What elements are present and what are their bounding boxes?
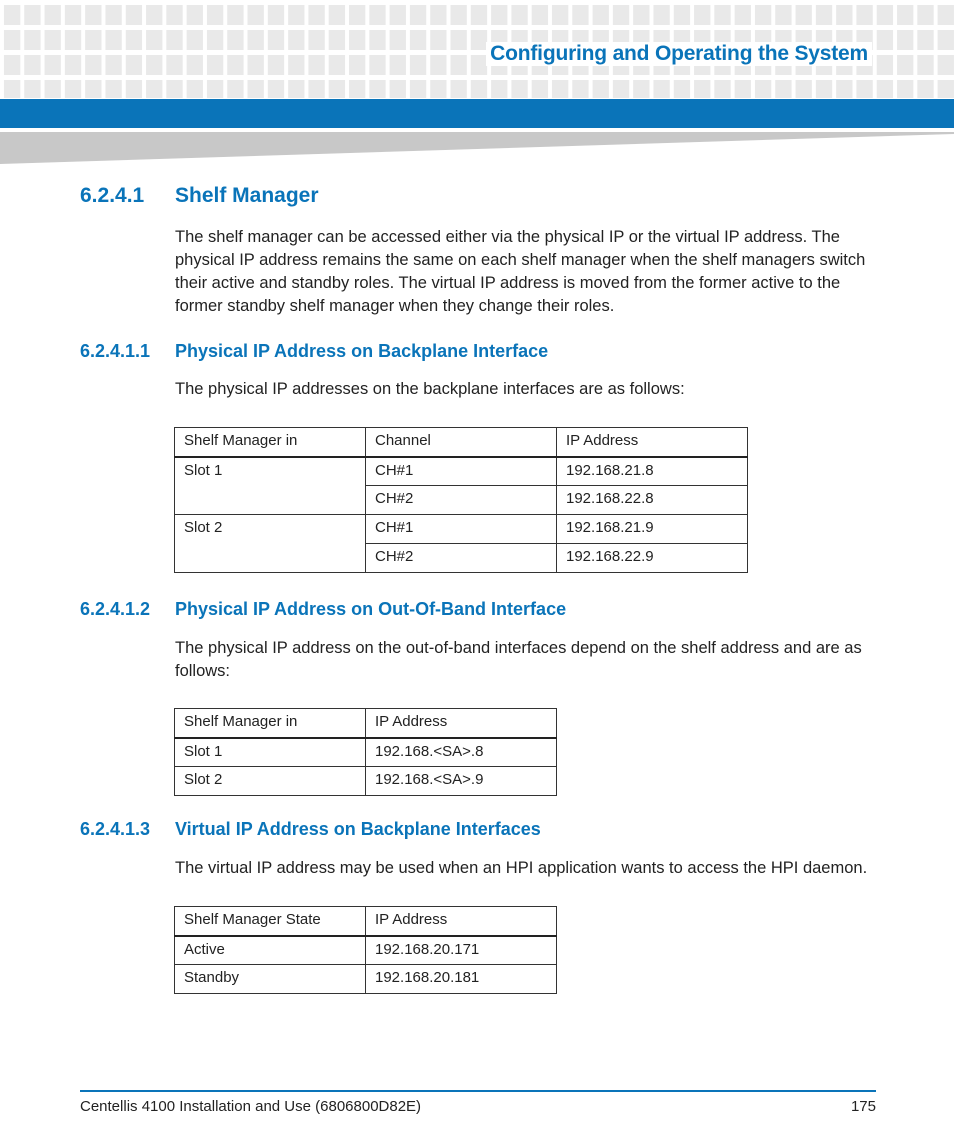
virtual-ip-table bbox=[174, 906, 557, 994]
column-header: Shelf Manager in bbox=[175, 709, 366, 738]
column-header: Shelf Manager State bbox=[175, 907, 366, 936]
table-cell: Slot 2 bbox=[175, 515, 366, 573]
section-body: The shelf manager can be accessed either via the physical IP or the virtual IP address. The physical IP address remains the same on each shelf manager when the shelf managers switch their active and standby roles. The virtual IP address is moved from the former active to the former standby shelf manager when they change their roles. bbox=[175, 228, 866, 315]
column-header: Channel bbox=[366, 428, 557, 457]
column-header: IP Address bbox=[366, 907, 557, 936]
table-cell: CH#1 bbox=[366, 457, 557, 486]
table-row bbox=[175, 738, 557, 767]
table-header-row bbox=[175, 709, 557, 738]
table-cell: CH#2 bbox=[366, 544, 557, 573]
column-header: IP Address bbox=[366, 709, 557, 738]
subsection-body-virtual: The virtual IP address may be used when an HPI application wants to access the HPI daemon. bbox=[175, 859, 868, 877]
table-row bbox=[175, 965, 557, 994]
subsection-title: Physical IP Address on Backplane Interface bbox=[175, 341, 549, 361]
footer-rule bbox=[80, 1090, 876, 1092]
section-title: Shelf Manager bbox=[175, 184, 319, 207]
table-cell: 192.168.<SA>.9 bbox=[366, 767, 557, 796]
backplane-ip-table bbox=[174, 427, 748, 573]
section-heading bbox=[80, 184, 319, 208]
subsection-body-backplane: The physical IP addresses on the backplane interfaces are as follows: bbox=[175, 380, 685, 398]
header-gray-wedge bbox=[0, 130, 954, 164]
subsection-title: Physical IP Address on Out-Of-Band Interface bbox=[175, 599, 567, 619]
table-cell: Standby bbox=[175, 965, 366, 994]
table-cell: CH#2 bbox=[366, 486, 557, 515]
table-cell: Active bbox=[175, 936, 366, 965]
oob-ip-table bbox=[174, 708, 557, 796]
table-cell: CH#1 bbox=[366, 515, 557, 544]
column-header: IP Address bbox=[557, 428, 748, 457]
header-blue-band bbox=[0, 99, 954, 128]
subsection-number: 6.2.4.1.2 bbox=[80, 599, 151, 619]
table-cell: 192.168.<SA>.8 bbox=[366, 738, 557, 767]
section-number: 6.2.4.1 bbox=[80, 184, 145, 207]
column-header: Shelf Manager in bbox=[175, 428, 366, 457]
table-row bbox=[175, 457, 748, 486]
table-header-row bbox=[175, 428, 748, 457]
subsection-number: 6.2.4.1.3 bbox=[80, 819, 151, 839]
subsection-heading-backplane bbox=[80, 341, 548, 362]
table-row bbox=[175, 767, 557, 796]
table-cell: 192.168.22.8 bbox=[557, 486, 748, 515]
subsection-heading-oob bbox=[80, 599, 566, 620]
table-row bbox=[175, 936, 557, 965]
subsection-number: 6.2.4.1.1 bbox=[80, 341, 151, 361]
subsection-title: Virtual IP Address on Backplane Interfaces bbox=[175, 819, 541, 839]
chapter-title: Configuring and Operating the System bbox=[486, 42, 872, 66]
table-row bbox=[175, 515, 748, 544]
page-number: 175 bbox=[850, 1098, 876, 1115]
subsection-heading-virtual bbox=[80, 819, 541, 840]
table-cell: Slot 1 bbox=[175, 738, 366, 767]
footer-document-title: Centellis 4100 Installation and Use (6806800D82E) bbox=[80, 1098, 422, 1115]
table-cell: 192.168.21.8 bbox=[557, 457, 748, 486]
table-cell: Slot 2 bbox=[175, 767, 366, 796]
table-cell: Slot 1 bbox=[175, 457, 366, 515]
table-header-row bbox=[175, 907, 557, 936]
table-cell: 192.168.21.9 bbox=[557, 515, 748, 544]
table-cell: 192.168.20.171 bbox=[366, 936, 557, 965]
table-cell: 192.168.20.181 bbox=[366, 965, 557, 994]
subsection-body-oob: The physical IP address on the out-of-band interfaces depend on the shelf address and are as follows: bbox=[175, 639, 862, 680]
table-cell: 192.168.22.9 bbox=[557, 544, 748, 573]
